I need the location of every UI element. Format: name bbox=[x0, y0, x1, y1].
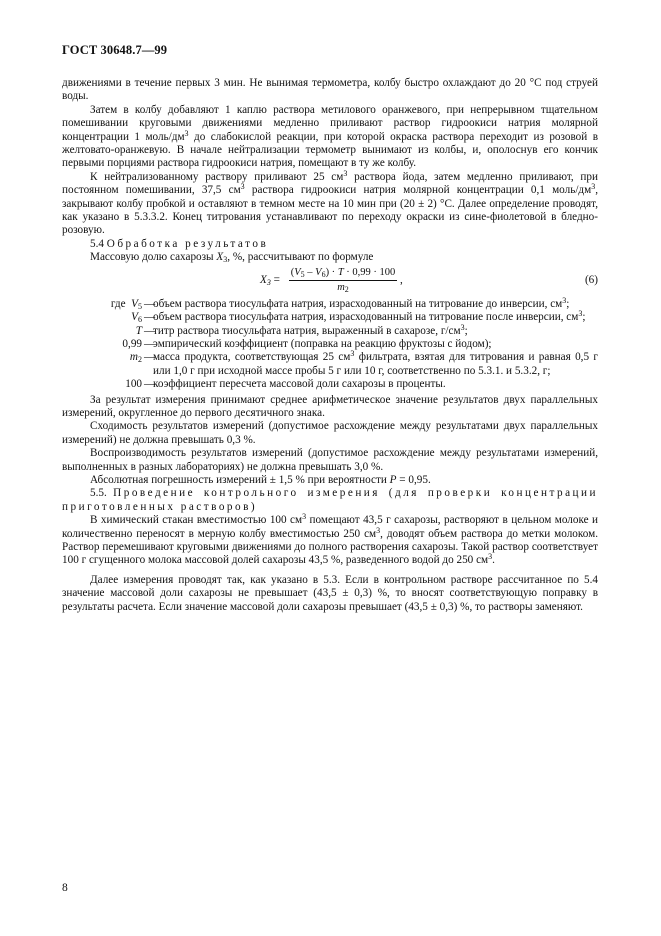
definition-coefficient: 0,99 — эмпирический коэффициент (поправка на реакцию фруктозы с йодом); bbox=[122, 337, 492, 350]
paragraph-iodine: К нейтрализованному раствору приливают 25 $см^3$ раствора йода, затем медленно приливают, при постоянном помешивании, 37,5 $см^3$ раствора гидроокиси натрия молярной концентрации 0,1 моль/$дм^3$, закрывают колбу пробкой и оставляют в темном месте на 10 мин при (20 ± 2) °С. Далее определение проводят, как указано в 5.3.3.2. Конец титрования устанавливают по переходу окраски из сине-фиолетовой в бледно-розовую. bbox=[62, 168, 598, 237]
page-number: 8 bbox=[62, 882, 68, 894]
definition-100: 100 — коэффициент пересчета массовой доли сахарозы в проценты. bbox=[125, 378, 446, 391]
paragraph-neutralization: Затем в колбу добавляют 1 каплю раствора метилового оранжевого, при непрерывном тщательном помешивании круговыми движениями медленно приливают раствор гидроокиси натрия молярной концентрации 1 моль/$дм^3$ до слабокислой реакции, при которой окраска раствора переходит из розовой в желтовато-оранжевую. В начале нейтрализации термометр вынимают из колбы, и, ополоснув его кончик первыми порциями раствора гидроокиси натрия, помещают в ту же колбу. bbox=[62, 103, 599, 170]
formula-denominator: $m_2$ bbox=[337, 281, 349, 294]
definition-m2: $m_2$ — масса продукта, соответствующая 25 $см^3$ фильтрата, взятая для титрования и равная 0,5 г или 1,0 г при исходной массе пробы 5 г или 10 г, соответственно по 5.3.1. и 5.3.2, г; bbox=[129, 349, 598, 377]
paragraph-control: В химический стакан вместимостью 100 $см^3$ помещают 43,5 г сахарозы, растворяют в цельном молоке и количественно переносят в мерную колбу вместимостью 250 $см^3$, доводят объем раствора до метки молоком. Раствор перемешивают круговыми движениями до полного растворения сахарозы. Такой раствор соответствует 100 г сгущенного молока массовой долей сахарозы 43,5 %, разведенного водой до 250 $см^3$. bbox=[62, 512, 598, 567]
formula-intro: Массовую долю сахарозы $X_3$, %, рассчитывают по формуле bbox=[90, 251, 374, 265]
formula-fraction bbox=[289, 267, 397, 294]
paragraph-control-evaluation: Далее измерения проводят так, как указано в 5.3. Если в контрольном растворе рассчитанное по 5.4 значение массовой доли сахарозы не превышает (43,5 ± 0,3) %, то вносят соответствующую поправку в результаты расчета. Если значение массовой доли сахарозы превышает (43,5 ± 0,3) %, то растворы заменяют. bbox=[62, 573, 598, 613]
formula-number: (6) bbox=[584, 273, 598, 286]
paragraph-repeatability: Сходимость результатов измерений (допустимое расхождение между результатами двух параллельных измерений) не должна превышать 0,3 %. bbox=[62, 420, 598, 446]
standard-header: ГОСТ 30648.7—99 bbox=[62, 43, 168, 57]
formula-numerator: $(V_5 - V_6) \cdot T \cdot 0,99 \cdot 100$ bbox=[290, 266, 396, 279]
definition-t: T — титр раствора тиосульфата натрия, выраженный в сахарозе, $г/см^3$; bbox=[135, 322, 468, 337]
section-heading-5-4: 5.4 Обработка результатов bbox=[90, 237, 269, 250]
paragraph-continuation: движениями в течение первых 3 мин. Не вынимая термометра, колбу быстро охлаждают до 20 °С под струей воды. bbox=[62, 77, 598, 103]
definition-v5: где $V_5$ — объем раствора тиосульфата натрия, израсходованный на титрование до инверсии, $см^3$; bbox=[110, 295, 570, 311]
section-heading-5-5: 5.5. Проведение контрольного измерения (для проверки концентрации приготовленных растворов) bbox=[62, 487, 598, 513]
page-content bbox=[62, 77, 598, 614]
formula-lhs: $X_3$ = bbox=[260, 273, 280, 287]
paragraph-reproducibility: Воспроизводимость результатов измерений (допустимое расхождение между результатами измерений, выполненных в разных лабораториях) не должна превышать 3,0 %. bbox=[62, 447, 598, 473]
formula-6: $X_3$ = $\frac{(V_5 - V_6) \cdot T \cdot 0,99 \cdot 100}{m_2}$ , (6) bbox=[260, 266, 598, 294]
formula-definitions bbox=[62, 295, 598, 392]
paragraph-result: За результат измерения принимают среднее арифметическое значение результатов двух параллельных измерений, округленное до первого десятичного знака. bbox=[62, 393, 598, 419]
definition-v6: $V_6$ — объем раствора тиосульфата натрия, израсходованный на титрование после инверсии, $см^3$; bbox=[131, 309, 586, 325]
paragraph-error: Абсолютная погрешность измерений ± 1,5 % при вероятности Р = 0,95. bbox=[90, 473, 431, 486]
